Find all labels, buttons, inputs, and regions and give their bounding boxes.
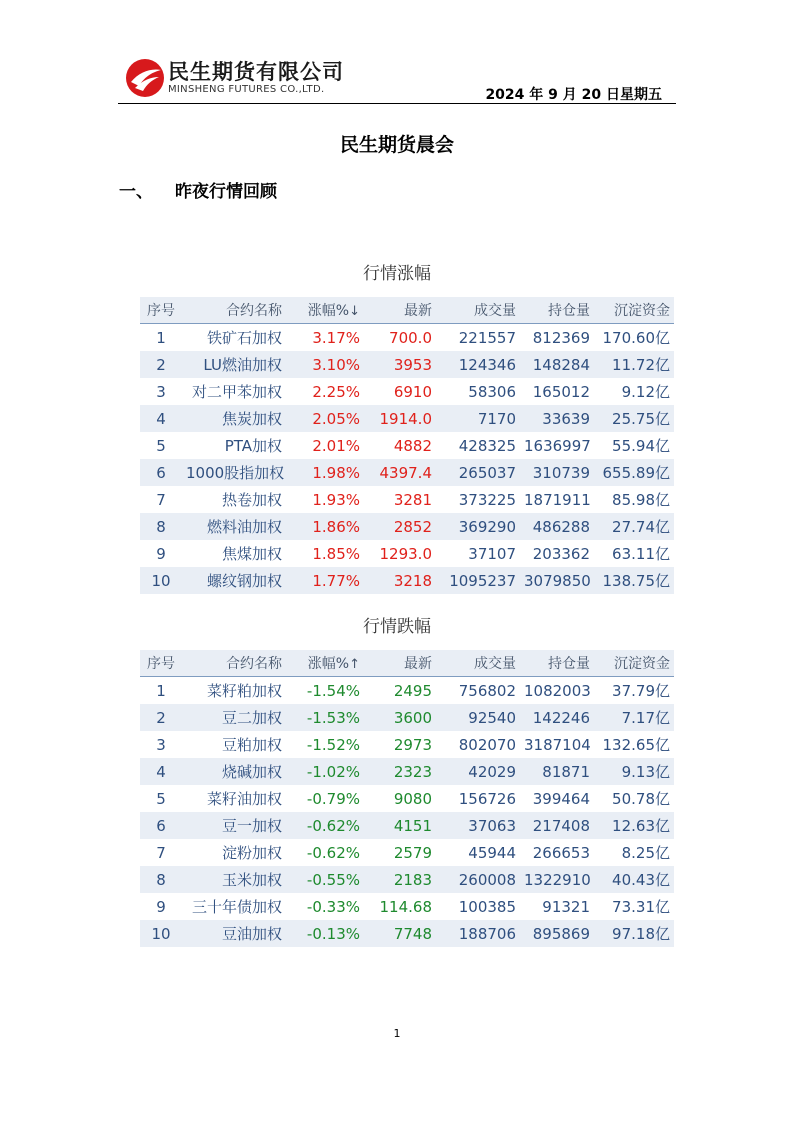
cell-contract-name: 豆二加权 <box>182 704 286 731</box>
cell-open-interest: 165012 <box>520 378 594 405</box>
cell-capital: 73.31亿 <box>594 893 674 920</box>
cell-open-interest: 3187104 <box>520 731 594 758</box>
cell-contract-name: 玉米加权 <box>182 866 286 893</box>
col-header-open-interest: 持仓量 <box>520 297 594 324</box>
cell-index: 5 <box>140 785 182 812</box>
cell-index: 5 <box>140 432 182 459</box>
cell-last-price: 9080 <box>364 785 436 812</box>
cell-open-interest: 91321 <box>520 893 594 920</box>
report-date: 2024 年 9 月 20 日星期五 <box>485 87 662 103</box>
table-row <box>140 513 674 540</box>
col-header-name: 合约名称 <box>182 297 286 324</box>
cell-contract-name: 焦煤加权 <box>182 540 286 567</box>
cell-last-price: 4151 <box>364 812 436 839</box>
cell-contract-name: 菜籽粕加权 <box>182 677 286 705</box>
cell-last-price: 114.68 <box>364 893 436 920</box>
cell-change-pct: 1.86% <box>286 513 364 540</box>
cell-volume: 373225 <box>436 486 520 513</box>
cell-last-price: 2852 <box>364 513 436 540</box>
cell-capital: 63.11亿 <box>594 540 674 567</box>
table-row <box>140 567 674 594</box>
cell-change-pct: 3.10% <box>286 351 364 378</box>
cell-capital: 170.60亿 <box>594 324 674 352</box>
cell-contract-name: 豆油加权 <box>182 920 286 947</box>
col-header-last: 最新 <box>364 297 436 324</box>
cell-capital: 132.65亿 <box>594 731 674 758</box>
cell-capital: 25.75亿 <box>594 405 674 432</box>
cell-capital: 85.98亿 <box>594 486 674 513</box>
cell-last-price: 1914.0 <box>364 405 436 432</box>
cell-last-price: 2579 <box>364 839 436 866</box>
col-header-index: 序号 <box>140 650 182 677</box>
col-header-open-interest: 持仓量 <box>520 650 594 677</box>
cell-last-price: 4882 <box>364 432 436 459</box>
sort-up-arrow-icon: ↑ <box>349 657 360 672</box>
rise-table <box>140 297 674 594</box>
section-number: 一、 <box>119 182 153 202</box>
cell-last-price: 2973 <box>364 731 436 758</box>
cell-last-price: 2323 <box>364 758 436 785</box>
cell-contract-name: 燃料油加权 <box>182 513 286 540</box>
cell-index: 7 <box>140 486 182 513</box>
cell-index: 9 <box>140 893 182 920</box>
cell-change-pct: -0.62% <box>286 812 364 839</box>
cell-open-interest: 1636997 <box>520 432 594 459</box>
section-title: 昨夜行情回顾 <box>175 182 277 202</box>
cell-contract-name: 1000股指加权 <box>182 459 286 486</box>
cell-last-price: 700.0 <box>364 324 436 352</box>
table-row <box>140 540 674 567</box>
cell-contract-name: 豆一加权 <box>182 812 286 839</box>
cell-contract-name: 淀粉加权 <box>182 839 286 866</box>
cell-index: 3 <box>140 731 182 758</box>
col-header-last: 最新 <box>364 650 436 677</box>
cell-index: 9 <box>140 540 182 567</box>
table-row <box>140 758 674 785</box>
table-row <box>140 704 674 731</box>
cell-open-interest: 812369 <box>520 324 594 352</box>
cell-capital: 138.75亿 <box>594 567 674 594</box>
cell-change-pct: -0.79% <box>286 785 364 812</box>
col-header-change[interactable] <box>286 650 364 677</box>
col-header-change-label: 涨幅% <box>307 656 350 672</box>
cell-capital: 12.63亿 <box>594 812 674 839</box>
cell-capital: 40.43亿 <box>594 866 674 893</box>
cell-open-interest: 33639 <box>520 405 594 432</box>
cell-capital: 11.72亿 <box>594 351 674 378</box>
cell-open-interest: 1082003 <box>520 677 594 705</box>
table-row <box>140 893 674 920</box>
cell-open-interest: 3079850 <box>520 567 594 594</box>
cell-contract-name: 螺纹钢加权 <box>182 567 286 594</box>
cell-index: 6 <box>140 812 182 839</box>
cell-last-price: 3218 <box>364 567 436 594</box>
cell-volume: 156726 <box>436 785 520 812</box>
cell-last-price: 3600 <box>364 704 436 731</box>
cell-volume: 221557 <box>436 324 520 352</box>
col-header-name: 合约名称 <box>182 650 286 677</box>
cell-volume: 265037 <box>436 459 520 486</box>
cell-contract-name: 三十年债加权 <box>182 893 286 920</box>
header-divider <box>118 103 676 104</box>
cell-capital: 50.78亿 <box>594 785 674 812</box>
cell-change-pct: -0.55% <box>286 866 364 893</box>
cell-index: 6 <box>140 459 182 486</box>
cell-change-pct: -1.02% <box>286 758 364 785</box>
cell-change-pct: 1.77% <box>286 567 364 594</box>
cell-volume: 92540 <box>436 704 520 731</box>
cell-index: 8 <box>140 513 182 540</box>
cell-change-pct: 3.17% <box>286 324 364 352</box>
cell-index: 10 <box>140 920 182 947</box>
cell-change-pct: -0.13% <box>286 920 364 947</box>
cell-index: 3 <box>140 378 182 405</box>
cell-open-interest: 1871911 <box>520 486 594 513</box>
cell-last-price: 4397.4 <box>364 459 436 486</box>
cell-index: 8 <box>140 866 182 893</box>
cell-change-pct: -1.54% <box>286 677 364 705</box>
cell-open-interest: 203362 <box>520 540 594 567</box>
cell-volume: 756802 <box>436 677 520 705</box>
cell-change-pct: 1.93% <box>286 486 364 513</box>
rise-table-title: 行情涨幅 <box>363 264 431 284</box>
col-header-capital: 沉淀资金 <box>594 297 674 324</box>
fall-table <box>140 650 674 947</box>
cell-change-pct: 2.05% <box>286 405 364 432</box>
cell-change-pct: -0.33% <box>286 893 364 920</box>
cell-open-interest: 81871 <box>520 758 594 785</box>
table-row <box>140 378 674 405</box>
cell-open-interest: 310739 <box>520 459 594 486</box>
cell-last-price: 2495 <box>364 677 436 705</box>
cell-change-pct: -1.52% <box>286 731 364 758</box>
cell-last-price: 7748 <box>364 920 436 947</box>
table-row <box>140 812 674 839</box>
cell-open-interest: 148284 <box>520 351 594 378</box>
table-row <box>140 486 674 513</box>
cell-open-interest: 217408 <box>520 812 594 839</box>
col-header-capital: 沉淀资金 <box>594 650 674 677</box>
cell-index: 1 <box>140 677 182 705</box>
cell-index: 2 <box>140 351 182 378</box>
cell-capital: 55.94亿 <box>594 432 674 459</box>
cell-open-interest: 1322910 <box>520 866 594 893</box>
table-row <box>140 785 674 812</box>
cell-volume: 124346 <box>436 351 520 378</box>
cell-index: 2 <box>140 704 182 731</box>
cell-volume: 1095237 <box>436 567 520 594</box>
cell-last-price: 1293.0 <box>364 540 436 567</box>
cell-capital: 9.12亿 <box>594 378 674 405</box>
cell-change-pct: 2.01% <box>286 432 364 459</box>
table-row <box>140 459 674 486</box>
table-row <box>140 324 674 352</box>
cell-index: 4 <box>140 405 182 432</box>
cell-change-pct: 1.85% <box>286 540 364 567</box>
cell-open-interest: 142246 <box>520 704 594 731</box>
col-header-change[interactable] <box>286 297 364 324</box>
cell-capital: 655.89亿 <box>594 459 674 486</box>
cell-contract-name: 热卷加权 <box>182 486 286 513</box>
table-row <box>140 677 674 705</box>
col-header-volume: 成交量 <box>436 650 520 677</box>
cell-contract-name: 菜籽油加权 <box>182 785 286 812</box>
cell-volume: 100385 <box>436 893 520 920</box>
rise-table-body <box>140 324 674 595</box>
cell-contract-name: PTA加权 <box>182 432 286 459</box>
cell-change-pct: 1.98% <box>286 459 364 486</box>
table-row <box>140 866 674 893</box>
logo-company-name-en: MINSHENG FUTURES CO.,LTD. <box>168 84 325 95</box>
cell-change-pct: 2.25% <box>286 378 364 405</box>
cell-contract-name: 烧碱加权 <box>182 758 286 785</box>
cell-contract-name: 豆粕加权 <box>182 731 286 758</box>
table-row <box>140 405 674 432</box>
cell-last-price: 3281 <box>364 486 436 513</box>
cell-capital: 27.74亿 <box>594 513 674 540</box>
cell-capital: 37.79亿 <box>594 677 674 705</box>
table-row <box>140 839 674 866</box>
cell-contract-name: LU燃油加权 <box>182 351 286 378</box>
col-header-volume: 成交量 <box>436 297 520 324</box>
cell-volume: 37107 <box>436 540 520 567</box>
cell-capital: 7.17亿 <box>594 704 674 731</box>
cell-open-interest: 399464 <box>520 785 594 812</box>
cell-index: 7 <box>140 839 182 866</box>
cell-open-interest: 486288 <box>520 513 594 540</box>
table-header-row <box>140 297 674 324</box>
sort-down-arrow-icon: ↓ <box>349 304 360 319</box>
table-row <box>140 432 674 459</box>
cell-change-pct: -0.62% <box>286 839 364 866</box>
table-row <box>140 351 674 378</box>
cell-contract-name: 对二甲苯加权 <box>182 378 286 405</box>
cell-contract-name: 焦炭加权 <box>182 405 286 432</box>
company-logo <box>125 56 365 100</box>
cell-volume: 58306 <box>436 378 520 405</box>
col-header-change-label: 涨幅% <box>307 303 350 319</box>
cell-volume: 7170 <box>436 405 520 432</box>
cell-capital: 8.25亿 <box>594 839 674 866</box>
cell-volume: 369290 <box>436 513 520 540</box>
cell-index: 10 <box>140 567 182 594</box>
cell-volume: 802070 <box>436 731 520 758</box>
cell-volume: 37063 <box>436 812 520 839</box>
cell-last-price: 6910 <box>364 378 436 405</box>
col-header-index: 序号 <box>140 297 182 324</box>
cell-volume: 188706 <box>436 920 520 947</box>
page-number: 1 <box>393 1027 401 1040</box>
logo-company-name-cn: 民生期货有限公司 <box>168 60 344 84</box>
cell-last-price: 2183 <box>364 866 436 893</box>
minsheng-logo-icon <box>125 58 165 98</box>
cell-index: 4 <box>140 758 182 785</box>
cell-contract-name: 铁矿石加权 <box>182 324 286 352</box>
fall-table-title: 行情跌幅 <box>363 617 431 637</box>
cell-volume: 42029 <box>436 758 520 785</box>
cell-open-interest: 266653 <box>520 839 594 866</box>
table-header-row <box>140 650 674 677</box>
table-row <box>140 920 674 947</box>
cell-volume: 428325 <box>436 432 520 459</box>
cell-volume: 45944 <box>436 839 520 866</box>
cell-capital: 9.13亿 <box>594 758 674 785</box>
document-title: 民生期货晨会 <box>339 134 454 156</box>
cell-capital: 97.18亿 <box>594 920 674 947</box>
cell-last-price: 3953 <box>364 351 436 378</box>
fall-table-body <box>140 677 674 948</box>
cell-change-pct: -1.53% <box>286 704 364 731</box>
cell-volume: 260008 <box>436 866 520 893</box>
cell-index: 1 <box>140 324 182 352</box>
cell-open-interest: 895869 <box>520 920 594 947</box>
table-row <box>140 731 674 758</box>
section-heading <box>119 177 277 202</box>
